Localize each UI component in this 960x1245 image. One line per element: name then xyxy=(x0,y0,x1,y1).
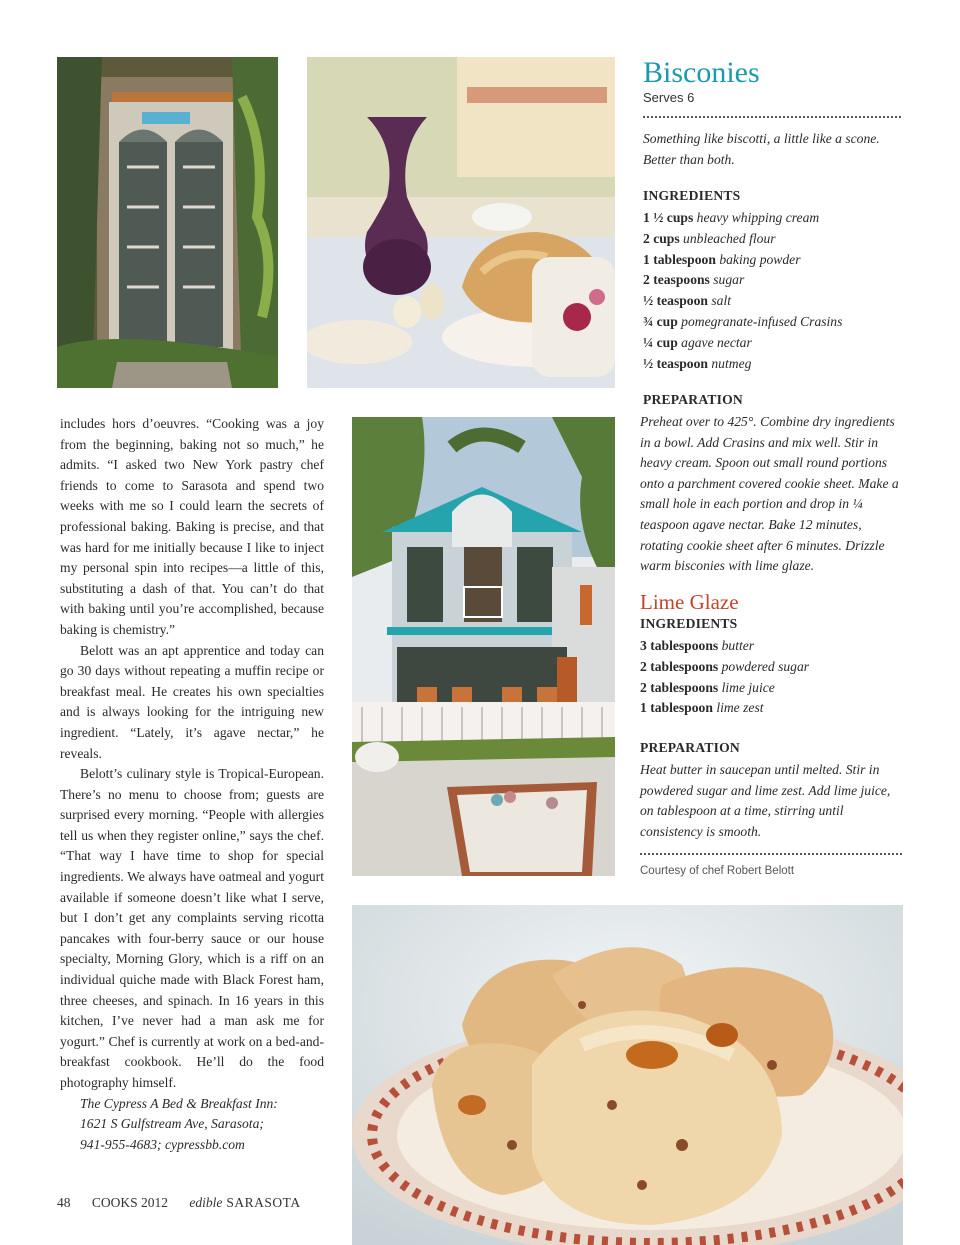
brand-edible: edible xyxy=(189,1195,223,1210)
ingredient-item: 2 teaspoons sugar xyxy=(643,272,745,288)
ingredient-item: ¼ cup agave nectar xyxy=(643,334,752,350)
bisconies-illustration xyxy=(352,905,903,1245)
article-body xyxy=(60,414,324,1155)
brand-sarasota: SARASOTA xyxy=(226,1195,301,1210)
ingredient-item: 2 cups unbleached flour xyxy=(643,230,776,246)
glaze-ingredient-item: 1 tablespoon lime zest xyxy=(640,700,764,716)
glaze-preparation-heading: PREPARATION xyxy=(640,740,740,755)
ingredient-item: 1 ½ cups heavy whipping cream xyxy=(643,210,820,225)
dotted-divider xyxy=(640,853,902,855)
house-illustration xyxy=(352,417,615,876)
article-paragraph: Belott was an apt apprentice and today can go 30 days without repeating a muffin recipe or breakfast meal. He creates his own specialties and is always looking for the intriguing new ingredient. “Lately, it’s agave nectar,” he reveals. xyxy=(60,642,324,761)
ingredients-heading: INGREDIENTS xyxy=(643,188,741,203)
footer-section: COOKS 2012 xyxy=(91,1195,169,1210)
inn-contact: 941-955-4683; cypressbb.com xyxy=(80,1136,245,1152)
preparation-text: Preheat over to 425°. Combine dry ingredients in a bowl. Add Crasins and mix well. Stir in heavy cream. Spoon out small round portions onto a parchment covered cookie sheet. Make a small hole in each portion and drop in ¼ teaspoon agave nectar. Bake 12 minutes, rotating cookie sheet after 6 minutes. Drizzle warm bisconies with lime glaze. xyxy=(640,414,899,574)
dotted-divider xyxy=(643,116,901,118)
recipe-intro: Something like biscotti, a little like a scone. Better than both. xyxy=(643,131,880,167)
glaze-ingredient-item: 2 tablespoons powdered sugar xyxy=(640,658,810,674)
garden-door-illustration xyxy=(57,57,278,388)
tea-table-photo xyxy=(307,57,615,388)
page-number: 48 xyxy=(57,1195,71,1210)
ingredient-item: ½ teaspoon nutmeg xyxy=(643,355,752,371)
garden-door-photo xyxy=(57,57,278,388)
tea-table-illustration xyxy=(307,57,615,388)
glaze-ingredients-list xyxy=(640,636,809,719)
preparation-heading: PREPARATION xyxy=(643,392,743,407)
inn-address: 1621 S Gulfstream Ave, Sarasota; xyxy=(80,1116,264,1132)
glaze-ingredient-item: 2 tablespoons lime juice xyxy=(640,679,775,695)
inn-name: The Cypress A Bed & Breakfast Inn: xyxy=(80,1095,278,1111)
page-footer xyxy=(57,1195,301,1211)
glaze-ingredients-heading: INGREDIENTS xyxy=(640,616,738,631)
footer-brand xyxy=(189,1195,300,1210)
ingredient-item: ½ teaspoon salt xyxy=(643,293,732,309)
ingredient-item: 1 tablespoon baking powder xyxy=(643,251,801,267)
article-paragraph: includes hors d’oeuvres. “Cooking was a joy from the beginning, baking not so much,” he admits. “I asked two New York pastry chef friends to come to Sarasota and spend two weeks with me so I could learn the secrets of professional baking. Baking is precise, and that was hard for me initially because I like to inject my personal spin into recipes—a little of this, substituting a dash of that. You can’t do that with baking until you’re accomplished, because baking is chemistry.” xyxy=(60,416,324,637)
glaze-preparation-text: Heat butter in saucepan until melted. Stir in powdered sugar and lime zest. Add lime juice, on tablespoon at a time, stirring until consistency is smooth. xyxy=(640,762,891,839)
glaze-title: Lime Glaze xyxy=(640,590,739,614)
article-paragraph: Belott’s culinary style is Tropical-European. There’s no menu to choose from; guests are surprised every morning. “People with allergies tell us when they register online,” says the chef. “That way I have time to shop for special ingredients. We always have oatmeal and yogurt available if someone doesn’t like what I serve, but I don’t get any complaints serving ricotta pancakes with four-berry sauce or our house specialty, Morning Glory, which is a riff on an individual quiche made with Black Forest ham, three cheeses, and spinach. In 16 years in this kitchen, I’ve never had a man ask me for yogurt.” Chef is currently at work on a bed-and-breakfast cookbook. He’ll do the food photography himself. xyxy=(60,766,324,1090)
door-sign xyxy=(142,112,190,124)
house-photo xyxy=(352,417,615,876)
glaze-ingredient-item: 3 tablespoons butter xyxy=(640,638,755,653)
recipe-courtesy: Courtesy of chef Robert Belott xyxy=(640,865,795,877)
bisconies-photo xyxy=(352,905,903,1245)
ingredients-list xyxy=(643,208,842,374)
ingredient-item: ¾ cup pomegranate-infused Crasins xyxy=(643,313,843,329)
recipe-serves: Serves 6 xyxy=(643,90,695,105)
recipe-title: Bisconies xyxy=(643,56,760,89)
